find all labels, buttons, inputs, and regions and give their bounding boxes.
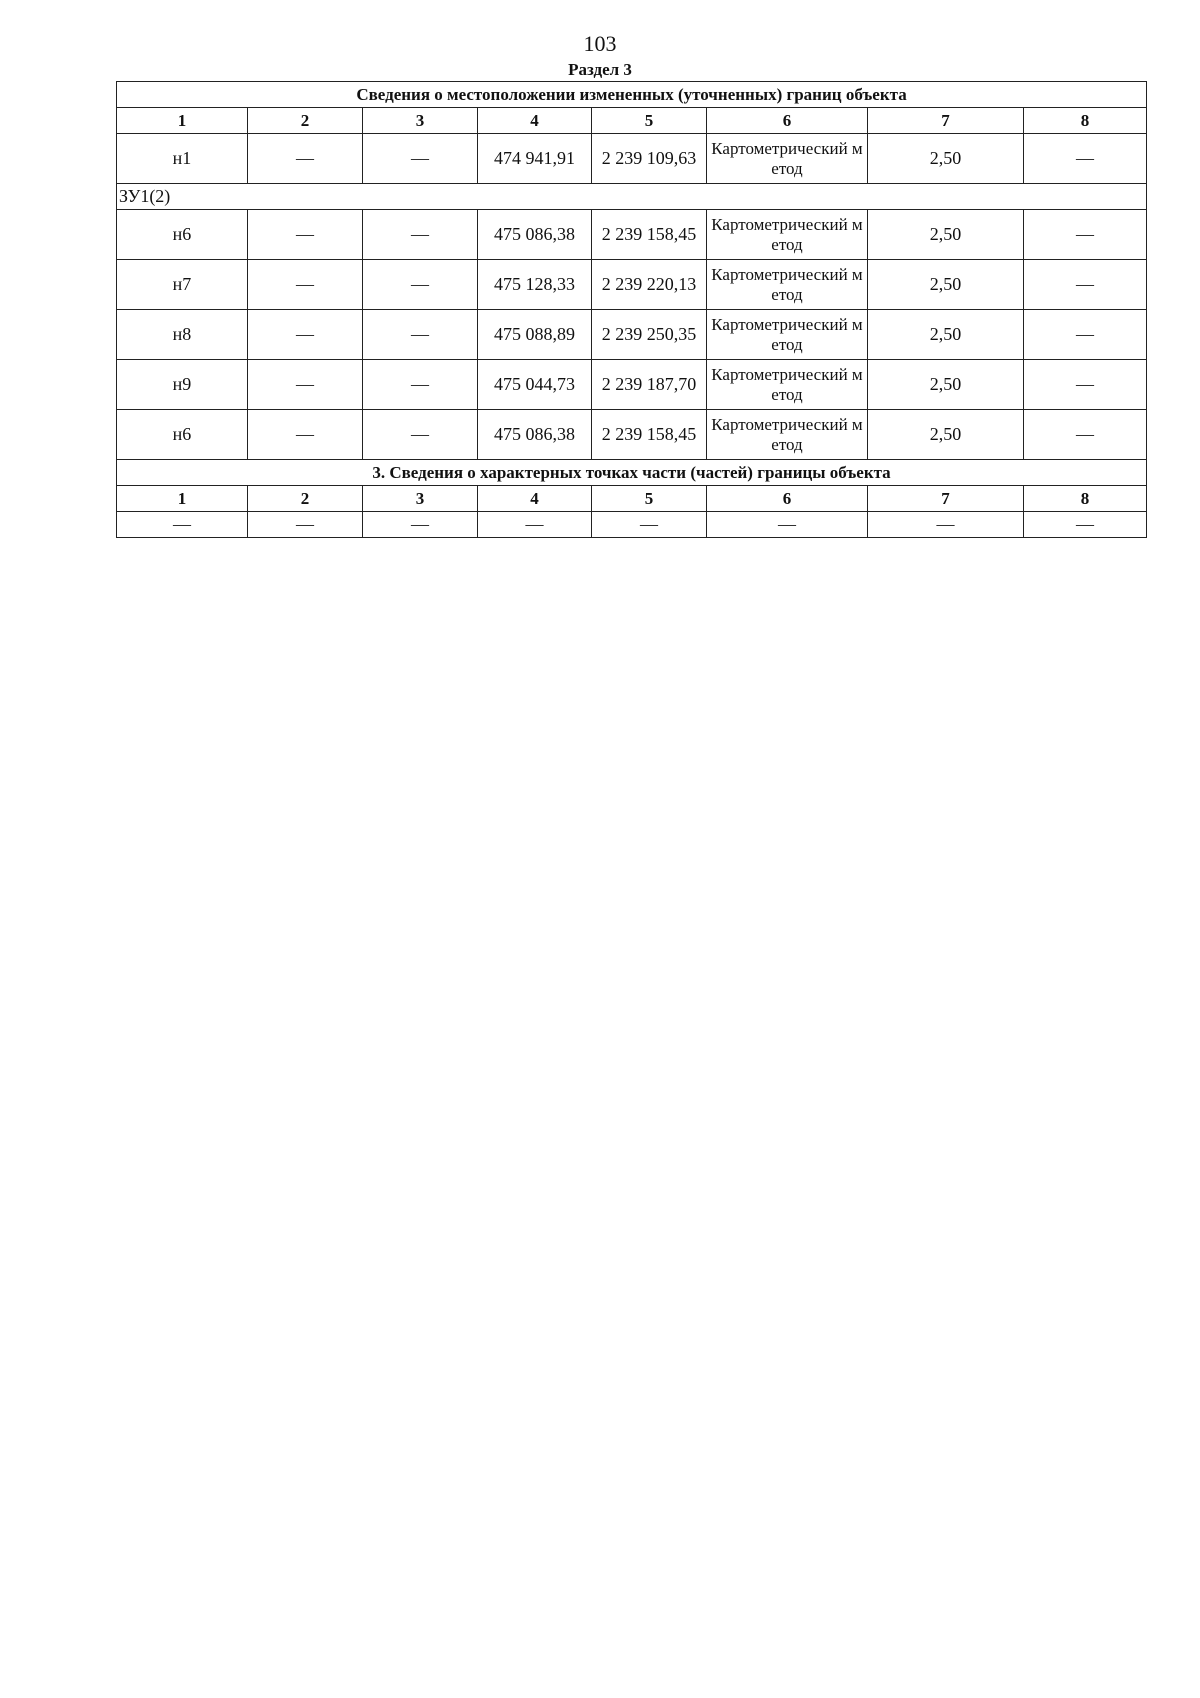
empty-cell: — [478, 512, 592, 538]
column-header: 8 [1024, 486, 1147, 512]
column2-cell: — [248, 310, 363, 360]
accuracy-cell: 2,50 [868, 410, 1024, 460]
y-coordinate-cell: 2 239 158,45 [592, 210, 707, 260]
method-cell: Картометрический метод [707, 310, 868, 360]
empty-cell: — [592, 512, 707, 538]
table2-header-row [117, 486, 1147, 512]
column2-cell: — [248, 210, 363, 260]
column-header: 3 [363, 108, 478, 134]
x-coordinate-cell: 474 941,91 [478, 134, 592, 184]
point-name-cell: н6 [117, 410, 248, 460]
column-header: 8 [1024, 108, 1147, 134]
x-coordinate-cell: 475 086,38 [478, 410, 592, 460]
column2-cell: — [248, 134, 363, 184]
column8-cell: — [1024, 260, 1147, 310]
table2-caption: 3. Сведения о характерных точках части (частей) границы объекта [117, 460, 1147, 486]
page-number: 103 [583, 31, 617, 56]
table-row [117, 410, 1147, 460]
accuracy-cell: 2,50 [868, 210, 1024, 260]
point-name-cell: н9 [117, 360, 248, 410]
point-name-cell: н8 [117, 310, 248, 360]
x-coordinate-cell: 475 044,73 [478, 360, 592, 410]
y-coordinate-cell: 2 239 187,70 [592, 360, 707, 410]
accuracy-cell: 2,50 [868, 134, 1024, 184]
column8-cell: — [1024, 310, 1147, 360]
column-header: 3 [363, 486, 478, 512]
column3-cell: — [363, 134, 478, 184]
column8-cell: — [1024, 210, 1147, 260]
x-coordinate-cell: 475 088,89 [478, 310, 592, 360]
column-header: 2 [248, 486, 363, 512]
column-header: 1 [117, 486, 248, 512]
column2-cell: — [248, 260, 363, 310]
column-header: 1 [117, 108, 248, 134]
empty-cell: — [363, 512, 478, 538]
table-row [117, 260, 1147, 310]
table-row [117, 310, 1147, 360]
method-cell: Картометрический метод [707, 260, 868, 310]
table2-empty-row [117, 512, 1147, 538]
table1-caption: Сведения о местоположении измененных (уточненных) границ объекта [117, 82, 1147, 108]
column-header: 5 [592, 108, 707, 134]
group-label-row [117, 184, 1147, 210]
y-coordinate-cell: 2 239 220,13 [592, 260, 707, 310]
column-header: 7 [868, 486, 1024, 512]
column-header: 5 [592, 486, 707, 512]
y-coordinate-cell: 2 239 109,63 [592, 134, 707, 184]
table-row [117, 134, 1147, 184]
table2-caption-row [117, 460, 1147, 486]
method-cell: Картометрический метод [707, 210, 868, 260]
section-title: Раздел 3 [568, 60, 632, 79]
method-cell: Картометрический метод [707, 410, 868, 460]
column-header: 6 [707, 108, 868, 134]
table-row [117, 360, 1147, 410]
table1-header-row [117, 108, 1147, 134]
table-row [117, 210, 1147, 260]
point-name-cell: н6 [117, 210, 248, 260]
point-name-cell: н1 [117, 134, 248, 184]
column3-cell: — [363, 260, 478, 310]
accuracy-cell: 2,50 [868, 360, 1024, 410]
column-header: 4 [478, 486, 592, 512]
column-header: 6 [707, 486, 868, 512]
column3-cell: — [363, 360, 478, 410]
column2-cell: — [248, 360, 363, 410]
empty-cell: — [868, 512, 1024, 538]
column8-cell: — [1024, 134, 1147, 184]
column3-cell: — [363, 210, 478, 260]
method-cell: Картометрический метод [707, 360, 868, 410]
y-coordinate-cell: 2 239 158,45 [592, 410, 707, 460]
column8-cell: — [1024, 410, 1147, 460]
x-coordinate-cell: 475 086,38 [478, 210, 592, 260]
column-header: 4 [478, 108, 592, 134]
column-header: 7 [868, 108, 1024, 134]
empty-cell: — [117, 512, 248, 538]
method-cell: Картометрический метод [707, 134, 868, 184]
column3-cell: — [363, 410, 478, 460]
column8-cell: — [1024, 360, 1147, 410]
accuracy-cell: 2,50 [868, 260, 1024, 310]
group-label: ЗУ1(2) [117, 184, 1147, 210]
column2-cell: — [248, 410, 363, 460]
empty-cell: — [707, 512, 868, 538]
column3-cell: — [363, 310, 478, 360]
x-coordinate-cell: 475 128,33 [478, 260, 592, 310]
point-name-cell: н7 [117, 260, 248, 310]
empty-cell: — [1024, 512, 1147, 538]
y-coordinate-cell: 2 239 250,35 [592, 310, 707, 360]
empty-cell: — [248, 512, 363, 538]
accuracy-cell: 2,50 [868, 310, 1024, 360]
coordinates-table [116, 81, 1147, 538]
column-header: 2 [248, 108, 363, 134]
table1-caption-row [117, 82, 1147, 108]
